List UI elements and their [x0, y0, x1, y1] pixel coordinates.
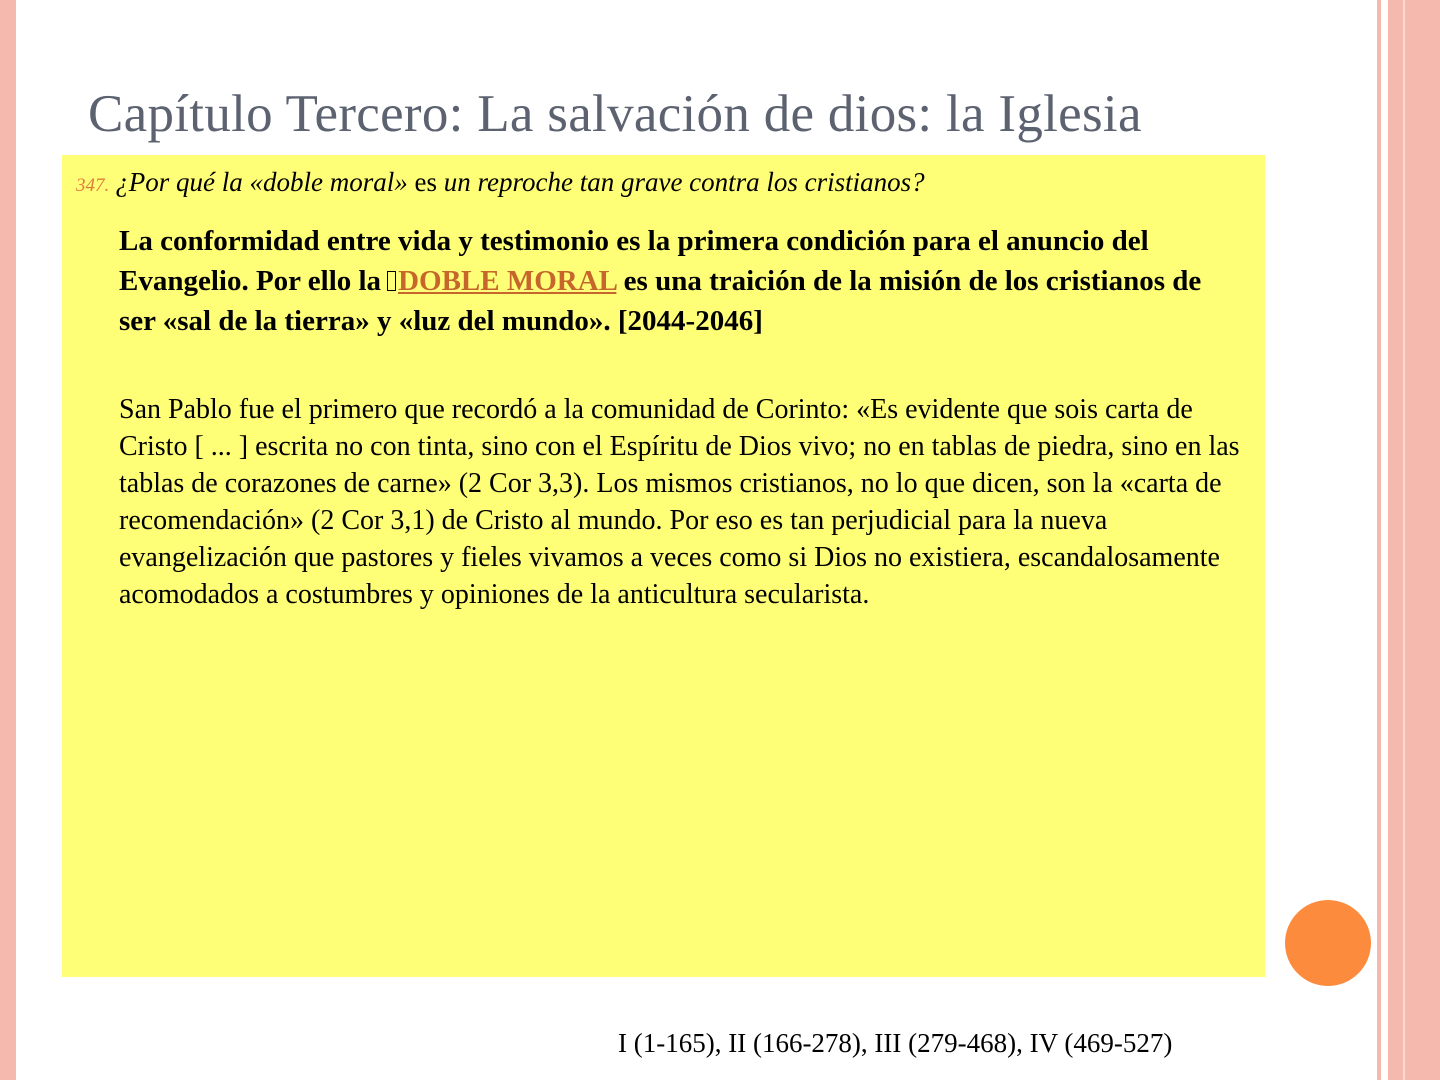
question-text-part2: es [414, 167, 444, 197]
navigation-circle-button[interactable] [1285, 900, 1371, 986]
right-border-line [1403, 0, 1405, 1080]
answer-text-after-link: es una traición de la misión de los cristianos de ser «sal de la tierra» y «luz del mundo». [2044-2046] [119, 265, 1202, 337]
answer-text-before-link: La conformidad entre vida y testimonio es la primera condición para el anuncio del Evangelio. Por ello la [119, 225, 1149, 297]
missing-glyph-icon [387, 271, 396, 291]
question-text-part3: un reproche tan grave contra los cristianos? [443, 167, 925, 197]
right-border-thin [1377, 0, 1381, 1080]
chapter-index-footer: I (1-165), II (166-278), III (279-468), IV (469-527) [618, 1028, 1173, 1058]
left-border [0, 0, 16, 1080]
question [76, 167, 1256, 198]
explanation-paragraph: San Pablo fue el primero que recordó a la comunidad de Corinto: «Es evidente que sois carta de Cristo [ ... ] escrita no con tinta, sino con el Espíritu de Dios vivo; no en tablas de piedra, sino en las tablas de corazones de carne» (2 Cor 3,3). Los mismos cristianos, no lo que dicen, son la «carta de recomendación» (2 Cor 3,1) de Cristo al mundo. Por eso es tan perjudicial para la nueva evangelización que pastores y fieles vivamos a veces como si Dios no existiera, escandalosamente acomodados a costumbres y opiniones de la anticultura secularista. [119, 394, 1240, 610]
answer [119, 221, 1229, 341]
content-box [62, 155, 1265, 977]
doble-moral-link[interactable]: DOBLE MORAL [398, 265, 617, 297]
question-text-part1: ¿Por qué la «doble moral» [115, 167, 415, 197]
slide-title: Capítulo Tercero: La salvación de dios: la Iglesia [88, 85, 1142, 143]
question-number: 347. [76, 175, 110, 196]
right-border-thick [1388, 0, 1440, 1080]
